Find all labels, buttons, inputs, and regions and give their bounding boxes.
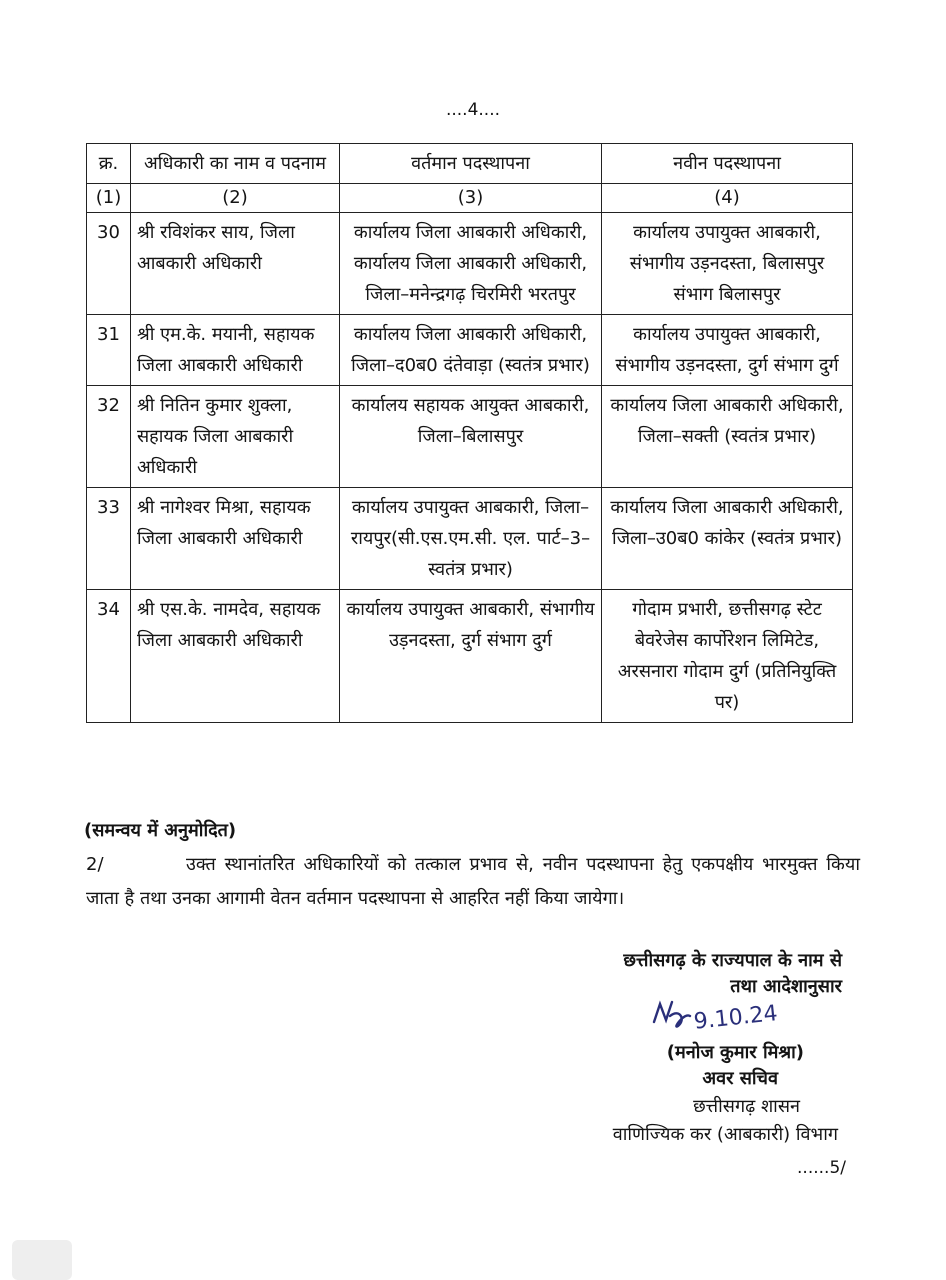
government-name: छत्तीसगढ़ शासन (693, 1096, 800, 1117)
officer-name: श्री एस.के. नामदेव, सहायक जिला आबकारी अधिकारी (131, 590, 340, 723)
coordination-note: (समन्वय में अनुमोदित) (84, 820, 237, 841)
new-posting: कार्यालय उपायुक्त आबकारी, संभागीय उड़नदस्ता, दुर्ग संभाग दुर्ग (602, 315, 853, 386)
new-posting: गोदाम प्रभारी, छत्तीसगढ़ स्टेट बेवरेजेस कार्पोरेशन लिमिटेड, अरसनारा गोदाम दुर्ग (प्रतिनियुक्ति पर) (602, 590, 853, 723)
current-posting: कार्यालय जिला आबकारी अधिकारी, कार्यालय जिला आबकारी अधिकारी, जिला–मनेन्द्रगढ़ चिरमिरी भरतपुर (340, 213, 602, 315)
column-number: (4) (602, 184, 853, 213)
header-new-posting: नवीन पदस्थापना (602, 144, 853, 184)
table-header-row (87, 144, 853, 184)
current-posting: कार्यालय सहायक आयुक्त आबकारी, जिला–बिलासपुर (340, 386, 602, 488)
table-row (87, 590, 853, 723)
officer-name: श्री नितिन कुमार शुक्ला, सहायक जिला आबकारी अधिकारी (131, 386, 340, 488)
officer-designation: अवर सचिव (702, 1068, 778, 1089)
order-paragraph (86, 848, 860, 916)
table-row (87, 386, 853, 488)
new-posting: कार्यालय उपायुक्त आबकारी, संभागीय उड़नदस्ता, बिलासपुर संभाग बिलासपुर (602, 213, 853, 315)
current-posting: कार्यालय उपायुक्त आबकारी, जिला–रायपुर(सी.एस.एम.सी. एल. पार्ट–3–स्वतंत्र प्रभार) (340, 488, 602, 590)
table-row (87, 488, 853, 590)
table-row (87, 315, 853, 386)
current-posting: कार्यालय उपायुक्त आबकारी, संभागीय उड़नदस्ता, दुर्ग संभाग दुर्ग (340, 590, 602, 723)
serial-number: 33 (87, 488, 131, 590)
officer-name: श्री रविशंकर साय, जिला आबकारी अधिकारी (131, 213, 340, 315)
serial-number: 32 (87, 386, 131, 488)
header-serial: क्र. (87, 144, 131, 184)
signature-scribble (650, 990, 810, 1040)
serial-number: 30 (87, 213, 131, 315)
paragraph-number: 2/ (86, 854, 104, 875)
serial-number: 31 (87, 315, 131, 386)
header-current-posting: वर्तमान पदस्थापना (340, 144, 602, 184)
officer-name: (मनोज कुमार मिश्रा) (666, 1042, 804, 1063)
table-row (87, 213, 853, 315)
paragraph-text: उक्त स्थानांतरित अधिकारियों को तत्काल प्रभाव से, नवीन पदस्थापना हेतु एकपक्षीय भारमुक्त किया जाता है तथा उनका आगामी वेतन वर्तमान पदस्थापना से आहरित नहीं किया जायेगा। (86, 854, 860, 909)
new-posting: कार्यालय जिला आबकारी अधिकारी, जिला–सक्ती (स्वतंत्र प्रभार) (602, 386, 853, 488)
corner-shadow (12, 1240, 72, 1280)
governor-order-line: छत्तीसगढ़ के राज्यपाल के नाम से (623, 950, 842, 971)
department-name: वाणिज्यिक कर (आबकारी) विभाग (612, 1124, 838, 1145)
officer-name: श्री नागेश्वर मिश्रा, सहायक जिला आबकारी अधिकारी (131, 488, 340, 590)
signature-date: 9.10.24 (692, 1001, 779, 1035)
column-number: (1) (87, 184, 131, 213)
new-posting: कार्यालय जिला आबकारी अधिकारी, जिला–उ0ब0 कांकेर (स्वतंत्र प्रभार) (602, 488, 853, 590)
current-posting: कार्यालय जिला आबकारी अधिकारी, जिला–द0ब0 दंतेवाड़ा (स्वतंत्र प्रभार) (340, 315, 602, 386)
serial-number: 34 (87, 590, 131, 723)
header-officer-name: अधिकारी का नाम व पदनाम (131, 144, 340, 184)
column-number-row (87, 184, 853, 213)
officer-name: श्री एम.के. मयानी, सहायक जिला आबकारी अधिकारी (131, 315, 340, 386)
posting-table (86, 143, 853, 723)
next-page-number: ......5/ (797, 1158, 846, 1178)
column-number: (3) (340, 184, 602, 213)
column-number: (2) (131, 184, 340, 213)
page-number-top: ....4.... (445, 100, 501, 120)
order-authority-line: तथा आदेशानुसार (730, 976, 842, 997)
